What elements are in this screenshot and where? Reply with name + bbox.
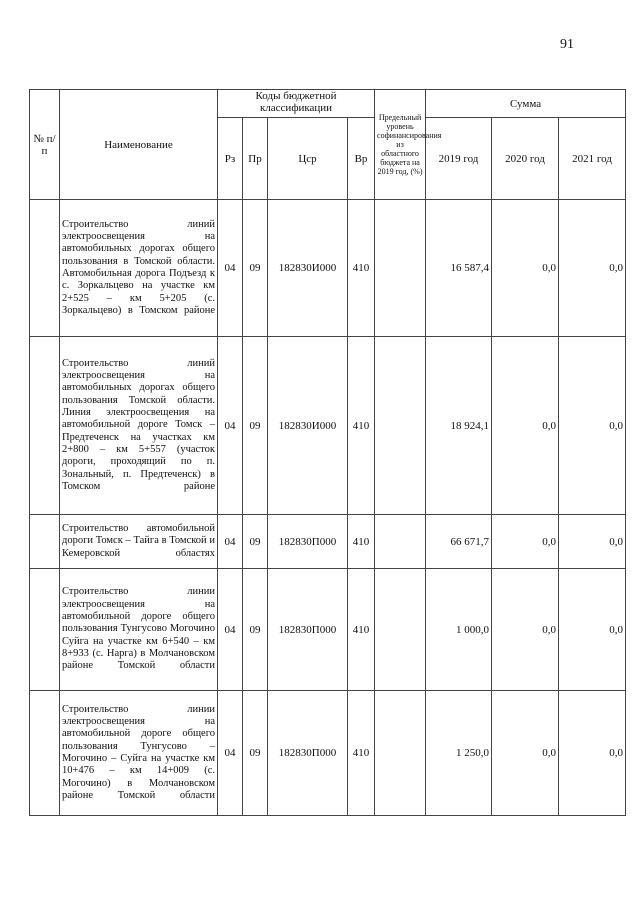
cell-vr: 410 (348, 515, 375, 569)
cell-2021: 0,0 (559, 569, 626, 691)
cell-csr: 182830П000 (268, 691, 348, 816)
cell-name: Строительство автомобильной дороги Томск – Тайга в Томской и Кемеровской областях (60, 515, 218, 569)
header-vr: Вр (348, 118, 375, 200)
header-rz: Рз (218, 118, 243, 200)
cell-2019: 16 587,4 (426, 200, 492, 337)
budget-table (29, 89, 626, 816)
header-2019: 2019 год (426, 118, 492, 200)
cell-num (30, 515, 60, 569)
cell-pr: 09 (243, 337, 268, 515)
cell-vr: 410 (348, 200, 375, 337)
cell-num (30, 337, 60, 515)
header-num: № п/п (30, 90, 60, 200)
cell-csr: 182830П000 (268, 515, 348, 569)
cell-num (30, 569, 60, 691)
cell-2020: 0,0 (492, 691, 559, 816)
cell-num (30, 200, 60, 337)
cell-pr: 09 (243, 569, 268, 691)
cell-2021: 0,0 (559, 337, 626, 515)
header-2021: 2021 год (559, 118, 626, 200)
cell-vr: 410 (348, 337, 375, 515)
cell-limit (375, 569, 426, 691)
cell-rz: 04 (218, 337, 243, 515)
cell-2019: 18 924,1 (426, 337, 492, 515)
cell-vr: 410 (348, 569, 375, 691)
cell-2021: 0,0 (559, 200, 626, 337)
table-row (30, 337, 626, 515)
cell-csr: 182830И000 (268, 337, 348, 515)
cell-rz: 04 (218, 200, 243, 337)
header-name: Наименование (60, 90, 218, 200)
table-row (30, 515, 626, 569)
cell-2019: 1 250,0 (426, 691, 492, 816)
cell-csr: 182830П000 (268, 569, 348, 691)
header-codes: Коды бюджетной классификации (218, 90, 375, 118)
cell-name: Строительство линии электроосвещения на автомобильной дороге общего пользования Тунгусово – Могочино – Суйга на участке км 10+476 – км 14+009 (с. Могочино) в Молчановском районе Томской области (60, 691, 218, 816)
table-row (30, 200, 626, 337)
cell-2020: 0,0 (492, 337, 559, 515)
cell-name: Строительство линий электроосвещения на автомобильных дорогах общего пользования в Томской области. Автомобильная дорога Подъезд к с. Зоркальцево на участке км 2+525 – км 5+205 (с. Зоркальцево) в Томском районе (60, 200, 218, 337)
header-2020: 2020 год (492, 118, 559, 200)
cell-2020: 0,0 (492, 569, 559, 691)
cell-pr: 09 (243, 200, 268, 337)
cell-2021: 0,0 (559, 515, 626, 569)
cell-limit (375, 691, 426, 816)
cell-csr: 182830И000 (268, 200, 348, 337)
table-row (30, 691, 626, 816)
cell-2020: 0,0 (492, 515, 559, 569)
cell-rz: 04 (218, 515, 243, 569)
cell-limit (375, 200, 426, 337)
cell-name: Строительство линии электроосвещения на автомобильной дороге общего пользования Тунгусово Могочино Суйга на участке км 6+540 – км 8+933 (с. Нарга) в Молчановском районе Томской области (60, 569, 218, 691)
cell-2021: 0,0 (559, 691, 626, 816)
cell-rz: 04 (218, 569, 243, 691)
cell-pr: 09 (243, 691, 268, 816)
cell-2019: 66 671,7 (426, 515, 492, 569)
cell-2020: 0,0 (492, 200, 559, 337)
cell-limit (375, 337, 426, 515)
header-csr: Цср (268, 118, 348, 200)
cell-vr: 410 (348, 691, 375, 816)
cell-2019: 1 000,0 (426, 569, 492, 691)
header-limit: Предельный уровень софинансирования из областного бюджета на 2019 год, (%) (375, 90, 426, 200)
cell-num (30, 691, 60, 816)
cell-rz: 04 (218, 691, 243, 816)
cell-name: Строительство линий электроосвещения на автомобильных дорогах общего пользования Томской области. Линия электроосвещения на автомобильной дороге Томск – Предтеченск на участках км 2+800 – км 5+557 (участок дороги, проходящий по п. Зональный, п. Предтеченск) в Томском районе (60, 337, 218, 515)
header-pr: Пр (243, 118, 268, 200)
table-row (30, 569, 626, 691)
cell-pr: 09 (243, 515, 268, 569)
cell-limit (375, 515, 426, 569)
header-sum: Сумма (426, 90, 626, 118)
page-number: 91 (560, 37, 574, 52)
